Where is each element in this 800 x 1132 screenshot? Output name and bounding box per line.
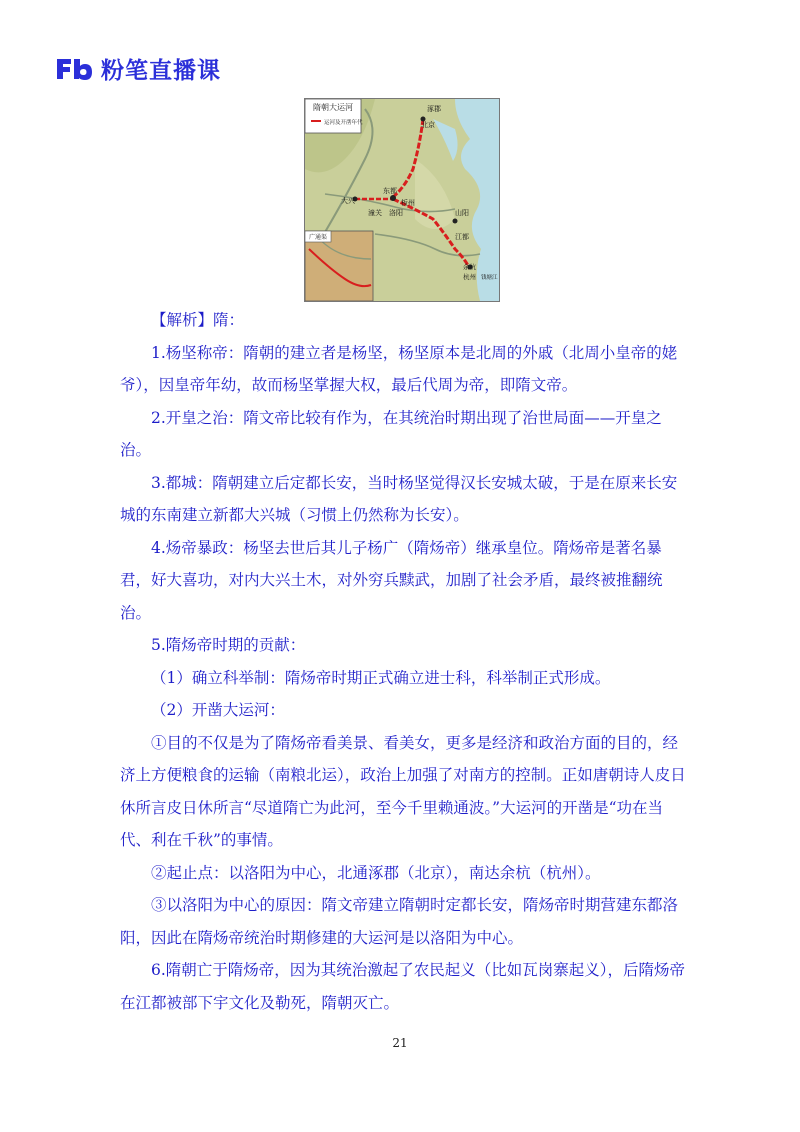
paragraph: 2.开皇之治：隋文帝比较有作为，在其统治时期出现了治世局面——开皇之治。 <box>120 408 662 459</box>
map-label-shanyang: 山阳 <box>455 209 469 217</box>
map-label-luoyang: 洛阳 <box>389 209 403 217</box>
analysis-text <box>120 304 690 1019</box>
paragraph: （1）确立科举制：隋炀帝时期正式确立进士科，科举制正式形成。 <box>151 668 611 687</box>
paragraph: 4.炀帝暴政：杨坚去世后其儿子杨广（隋炀帝）继承皇位。隋炀帝是著名暴君，好大喜功，对内大兴土木，对外穷兵黩武，加剧了社会矛盾，最终被推翻统治。 <box>120 538 663 622</box>
map-label-beijing: 北京 <box>421 121 435 129</box>
map-inset-label: 广通渠 <box>308 234 328 241</box>
map-title: 隋朝大运河 <box>313 103 353 112</box>
map-label-zhuojun: 涿郡 <box>427 105 441 113</box>
map-label-qiantang: 钱塘江 <box>481 275 498 281</box>
paragraph: 6.隋朝亡于隋炀帝，因为其统治激起了农民起义（比如瓦岗寨起义），后隋炀帝在江都被部下宇文化及勒死，隋朝灭亡。 <box>120 961 686 1012</box>
paragraph: 3.都城：隋朝建立后定都长安，当时杨坚觉得汉长安城太破，于是在原来长安城的东南建立新都大兴城（习惯上仍然称为长安）。 <box>120 473 678 524</box>
paragraph: 1.杨坚称帝：隋朝的建立者是杨坚，杨坚原本是北周的外戚（北周小皇帝的姥爷），因皇帝年幼，故而杨坚掌握大权，最后代周为帝，即隋文帝。 <box>120 343 678 394</box>
map-label-tongguan: 潼关 <box>368 209 382 217</box>
map-label-dongdu: 东都 <box>383 187 397 195</box>
grand-canal-map <box>304 98 500 302</box>
map-label-jiangdu: 江都 <box>455 233 469 241</box>
map-label-yuhang: 余杭 <box>463 263 476 271</box>
paragraph: （2）开凿大运河： <box>151 701 285 719</box>
analysis-intro: 【解析】隋： <box>151 311 245 329</box>
map-label-hangzhou: 杭州 <box>463 273 476 281</box>
page-number: 21 <box>392 1036 408 1050</box>
map-label-banzhou: 板州 <box>401 199 415 207</box>
fb-logo-icon <box>55 57 93 81</box>
map-legend-label: 运河及开凿年代 <box>324 120 363 126</box>
paragraph: ③以洛阳为中心的原因：隋文帝建立隋朝时定都长安，隋炀帝时期营建东都洛阳，因此在隋炀帝统治时期修建的大运河是以洛阳为中心。 <box>120 896 679 947</box>
map-label-daxing: 大兴 <box>341 197 355 205</box>
brand-name: 粉笔直播课 <box>101 58 221 84</box>
paragraph: ②起止点：以洛阳为中心，北通涿郡（北京），南达余杭（杭州）。 <box>151 863 601 882</box>
paragraph: ①目的不仅是为了隋炀帝看美景、看美女，更多是经济和政治方面的目的，经济上方便粮食的运输（南粮北运），政治上加强了对南方的控制。正如唐朝诗人皮日休所言皮日休所言“尽道隋亡为此河，至今千里赖通波。”大运河的开凿是“功在当代、利在千秋”的事情。 <box>120 733 686 849</box>
paragraph: 5.隋炀帝时期的贡献： <box>151 636 306 654</box>
brand-header <box>55 52 221 85</box>
